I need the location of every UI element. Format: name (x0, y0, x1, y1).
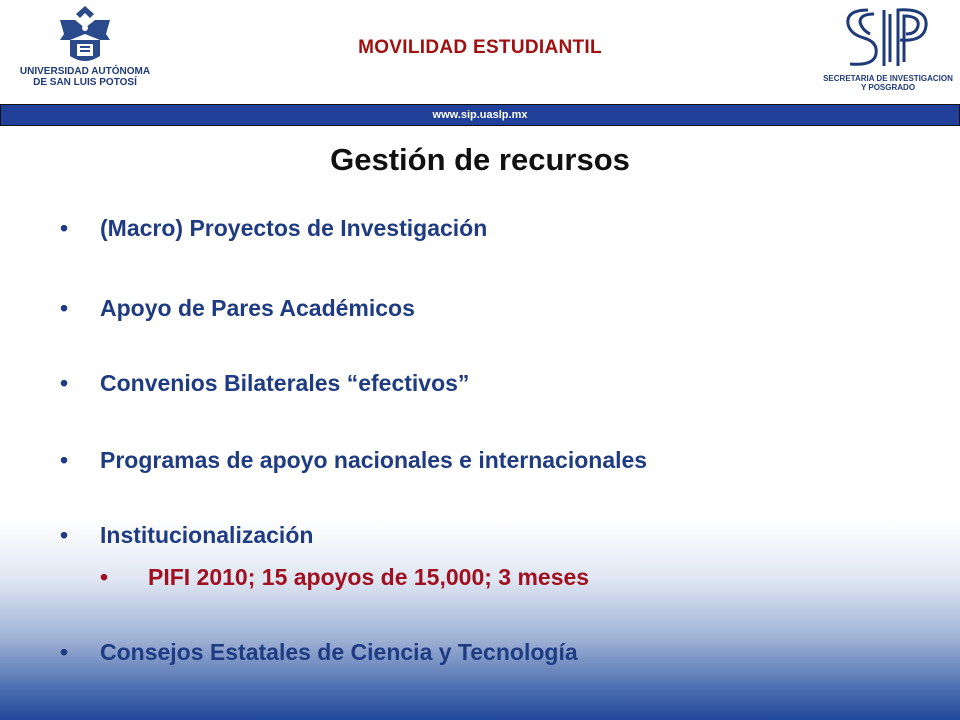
sub-bullet-dot: • (100, 564, 109, 590)
bullet-text: (Macro) Proyectos de Investigación (100, 215, 488, 241)
bullet-item (60, 295, 415, 322)
bullet-dot: • (60, 215, 69, 241)
website-url-bar: www.sip.uaslp.mx (0, 104, 960, 126)
bullet-dot: • (60, 295, 69, 321)
university-name-line1: UNIVERSIDAD AUTÓNOMA (19, 66, 151, 77)
bullet-item (60, 447, 647, 474)
sub-bullet-item (100, 564, 589, 591)
university-name-line2: DE SAN LUIS POTOSÍ (33, 77, 137, 88)
bullet-text: Consejos Estatales de Ciencia y Tecnología (100, 639, 578, 665)
bullet-dot: • (60, 370, 69, 396)
slide-title: Gestión de recursos (330, 142, 630, 177)
sip-name-line2: Y POSGRADO (860, 83, 916, 92)
bullet-item (60, 370, 469, 397)
bullet-text: Convenios Bilaterales “efectivos” (100, 370, 470, 396)
sip-name-line1: SECRETARIA DE INVESTIGACION (823, 74, 953, 83)
bullet-item (60, 522, 313, 549)
bullet-dot: • (60, 639, 69, 665)
bullet-item (60, 215, 487, 242)
bullet-text: Apoyo de Pares Académicos (100, 295, 415, 321)
bullet-text: Programas de apoyo nacionales e internacionales (100, 447, 648, 473)
bullet-item (60, 639, 578, 666)
bullet-dot: • (60, 447, 69, 473)
bullet-dot: • (60, 522, 69, 548)
bullet-text: Institucionalización (100, 522, 314, 548)
sub-bullet-text: PIFI 2010; 15 apoyos de 15,000; 3 meses (148, 564, 590, 590)
program-title: MOVILIDAD ESTUDIANTIL (358, 37, 602, 58)
